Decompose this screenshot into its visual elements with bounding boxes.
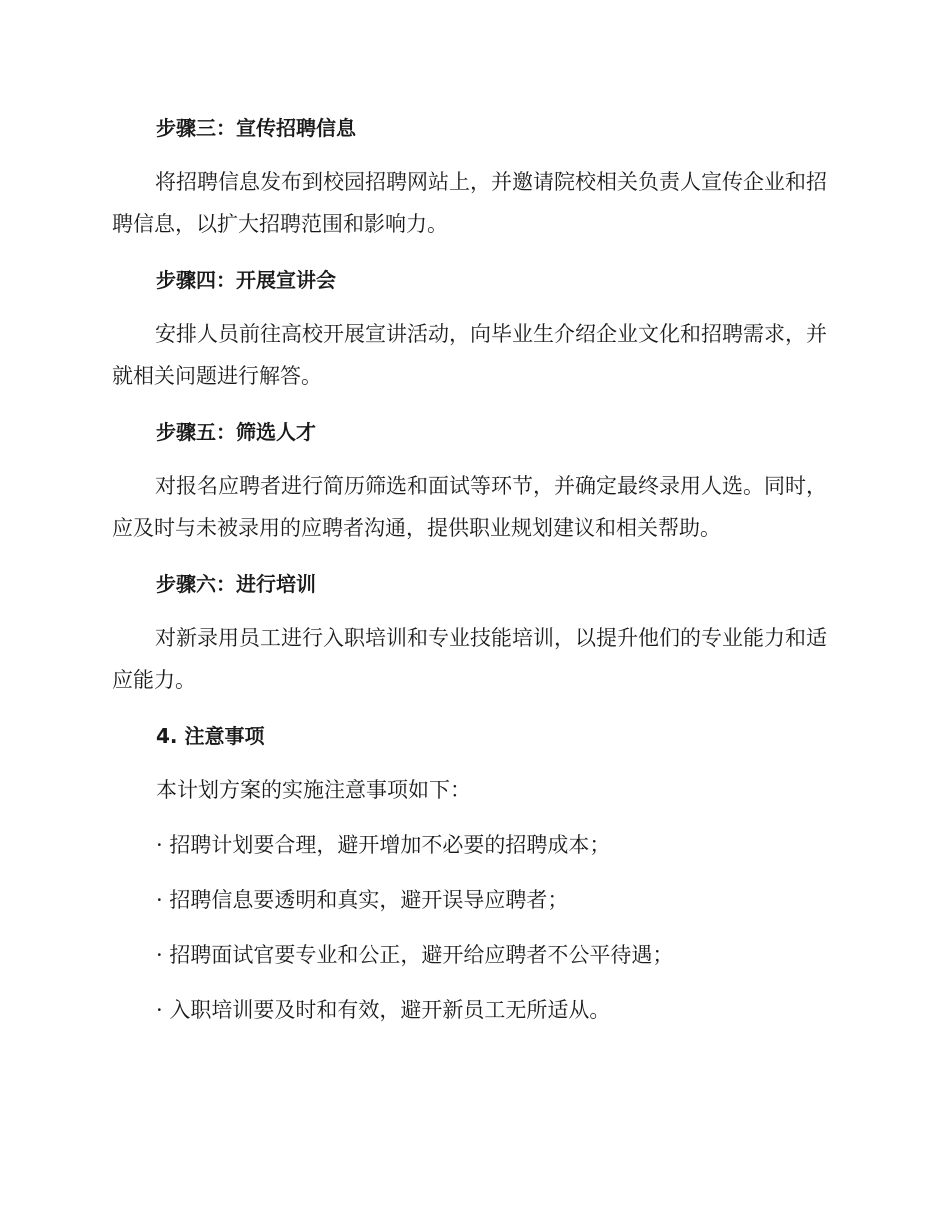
notes-list-item: · 招聘计划要合理，避开增加不必要的招聘成本； xyxy=(156,833,611,857)
section-heading-step-5: 步骤五：筛选人才 xyxy=(156,420,316,444)
notes-list-item: · 招聘信息要透明和真实，避开误导应聘者； xyxy=(156,888,569,912)
section-body-step-4: 安排人员前往高校开展宣讲活动，向毕业生介绍企业文化和招聘需求，并就相关问题进行解答。 xyxy=(112,322,827,388)
notes-list-item: · 招聘面试官要专业和公正，避开给应聘者不公平待遇； xyxy=(156,943,674,967)
notes-intro: 本计划方案的实施注意事项如下： xyxy=(156,778,471,802)
notes-heading: 4. 注意事项 xyxy=(156,724,265,748)
section-heading-step-4: 步骤四：开展宣讲会 xyxy=(156,268,336,292)
section-heading-step-3: 步骤三：宣传招聘信息 xyxy=(156,116,356,140)
section-body-step-5: 对报名应聘者进行简历筛选和面试等环节，并确定最终录用人选。同时，应及时与未被录用的应聘者沟通，提供职业规划建议和相关帮助。 xyxy=(112,474,827,540)
section-heading-step-6: 步骤六：进行培训 xyxy=(156,572,316,596)
notes-list-item: · 入职培训要及时和有效，避开新员工无所适从。 xyxy=(156,998,611,1022)
section-body-step-6: 对新录用员工进行入职培训和专业技能培训，以提升他们的专业能力和适应能力。 xyxy=(112,626,827,692)
section-body-step-3: 将招聘信息发布到校园招聘网站上，并邀请院校相关负责人宣传企业和招聘信息，以扩大招聘范围和影响力。 xyxy=(112,170,827,236)
